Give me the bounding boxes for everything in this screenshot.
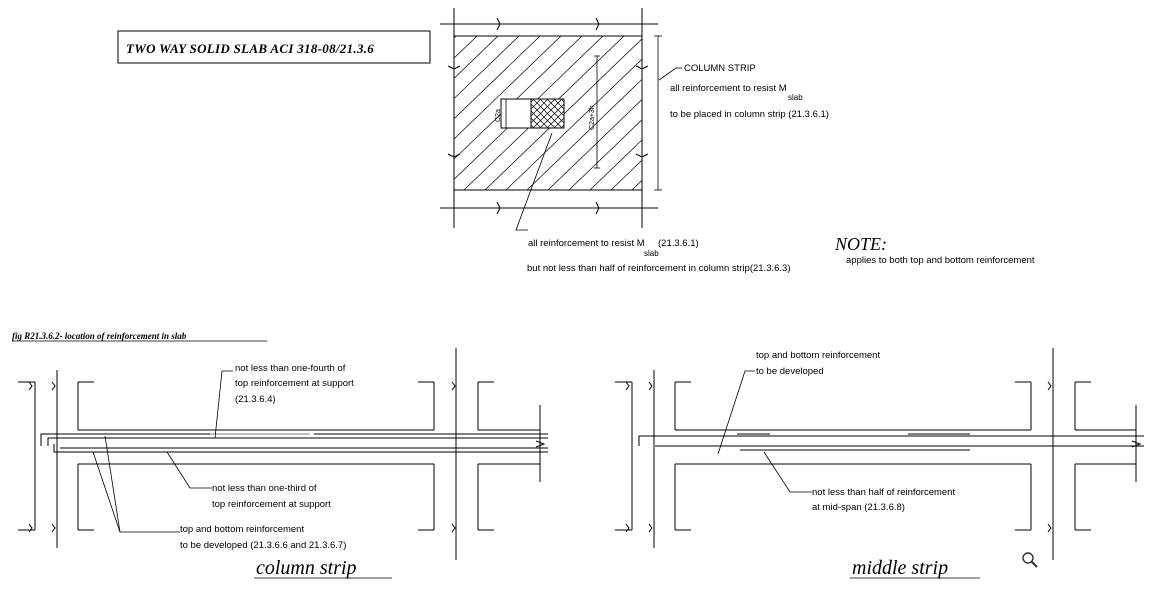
dim-c2a-text: C2a	[495, 109, 502, 122]
title-text: TWO WAY SOLID SLAB ACI 318-08/21.3.6	[126, 41, 375, 56]
middle-strip-bars	[639, 434, 1144, 450]
ms-ann2-line2: at mid-span (21.3.6.8)	[812, 502, 905, 513]
fig-caption-text: fig R21.3.6.2- location of reinforcement in slab	[12, 331, 187, 341]
note	[834, 234, 1035, 266]
plan-bottom-line2: but not less than half of reinforcement in column strip(21.3.6.3)	[527, 263, 791, 274]
cs-ann1-line2: top reinforcement at support	[235, 378, 354, 389]
title-box	[118, 31, 430, 63]
plan-bottom-line1-sub: slab	[644, 249, 659, 258]
middle-strip-leaders	[718, 371, 812, 492]
cs-ann3-line2: to be developed (21.3.6.6 and 21.3.6.7)	[180, 540, 347, 551]
column-strip-line1: all reinforcement to resist M	[670, 83, 787, 94]
cs-ann1-line3: (21.3.6.4)	[235, 394, 276, 405]
column-strip-line2: to be placed in column strip (21.3.6.1)	[670, 109, 829, 120]
cs-ann2-line2: top reinforcement at support	[212, 499, 331, 510]
cs-ann1-line1: not less than one-fourth of	[235, 363, 346, 374]
plan-bottom-line1-ref: (21.3.6.1)	[658, 238, 699, 249]
fig-caption	[12, 331, 267, 341]
cs-ann3-line1: top and bottom reinforcement	[180, 524, 305, 535]
cs-ann2-line1: not less than one-third of	[212, 483, 317, 494]
ms-ann1-line2: to be developed	[756, 366, 824, 377]
note-heading: NOTE:	[835, 234, 888, 254]
column-strip-line1-sub: slab	[788, 93, 803, 102]
plan-bottom-line1: all reinforcement to resist M	[528, 238, 645, 249]
column-strip-label: COLUMN STRIP	[684, 63, 756, 74]
ms-ann1-line1: top and bottom reinforcement	[756, 350, 881, 361]
column-strip-label: column strip	[256, 557, 357, 579]
ms-ann2-line1: not less than half of reinforcement	[812, 487, 956, 498]
magnifier-icon[interactable]	[1023, 553, 1037, 567]
middle-strip-label: middle strip	[852, 557, 949, 579]
column-strip-section	[18, 348, 548, 579]
column-strip-bars	[41, 434, 548, 452]
note-text: applies to both top and bottom reinforcement	[846, 255, 1035, 266]
dim-c2a-3h-text: C2a+3h	[589, 105, 596, 130]
middle-strip-section	[615, 348, 1144, 579]
